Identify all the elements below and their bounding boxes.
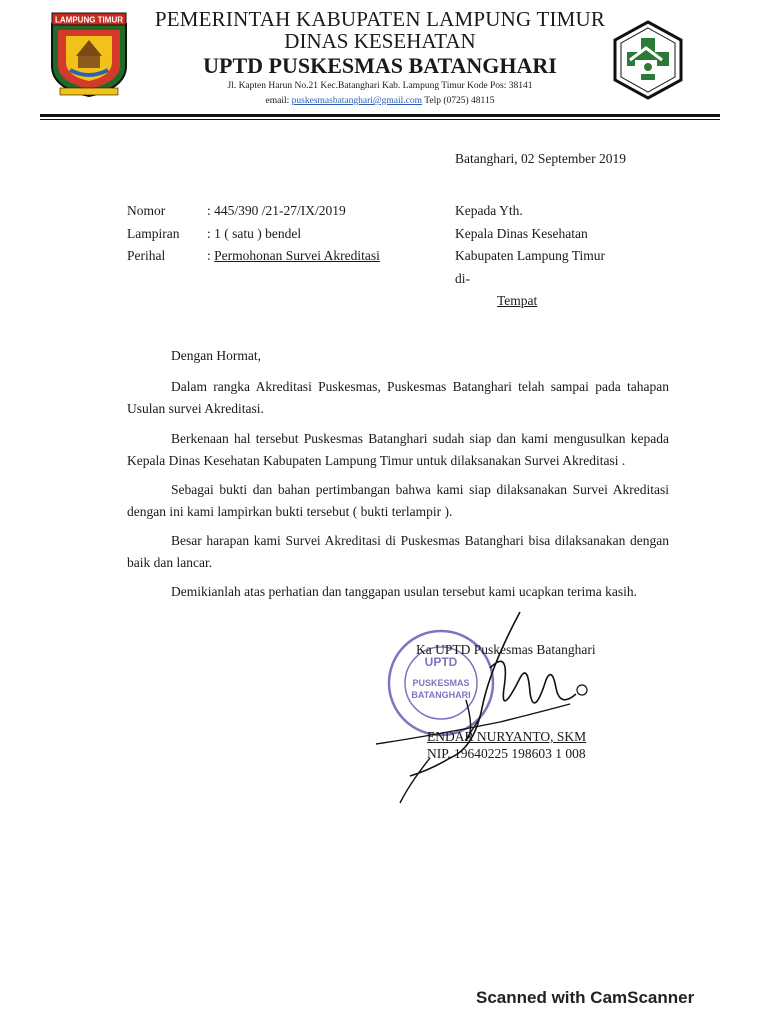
paragraph-4-text: Besar harapan kami Survei Akreditasi di Puskesmas Batanghari bisa dilaksanakan dengan baik dan lancar.: [127, 533, 669, 570]
paragraph-3: [127, 479, 669, 523]
signatory-name: ENDAR NURYANTO, SKM: [427, 729, 587, 744]
letter-date: Batanghari, 02 September 2019: [455, 151, 626, 166]
email-label: email:: [265, 96, 292, 106]
paragraph-2: [127, 428, 669, 472]
signatory-title: Ka UPTD Puskesmas Batanghari: [416, 642, 596, 657]
paragraph-1: [127, 376, 669, 420]
stamp-line-1: PUSKESMAS: [412, 678, 470, 688]
email-link[interactable]: puskesmasbatanghari@gmail.com: [291, 96, 423, 106]
closing-text: Demikianlah atas perhatian dan tanggapan usulan tersebut kami ucapkan terima kasih.: [171, 584, 637, 599]
recipient-line-5: Tempat: [497, 293, 538, 308]
nomor-label: Nomor: [127, 203, 166, 218]
letterhead-address: Jl. Kapten Harun No.21 Kec.Batanghari Kab. Lampung Timur Kode Pos: 38141: [227, 81, 533, 91]
letterhead-divider: [40, 114, 720, 117]
lampiran-label: Lampiran: [127, 226, 180, 241]
perihal-colon: :: [207, 248, 215, 263]
handwritten-signature: [370, 608, 590, 808]
letterhead-government: PEMERINTAH KABUPATEN LAMPUNG TIMUR: [154, 7, 606, 31]
lampiran-value: : 1 ( satu ) bendel: [207, 226, 302, 241]
logo-banner-text: LAMPUNG TIMUR: [55, 15, 123, 25]
recipient-line-2: Kepala Dinas Kesehatan: [455, 226, 588, 241]
perihal-row: [207, 247, 380, 265]
recipient-line-1: Kepada Yth.: [455, 203, 523, 218]
signatory-nip: NIP. 19640225 198603 1 008: [427, 746, 586, 761]
paragraph-2-text: Berkenaan hal tersebut Puskesmas Batanghari sudah siap dan kami mengusulkan kepada Kepala Dinas Kesehatan Kabupaten Lampung Timur untuk dilaksanakan Survei Akreditasi .: [127, 431, 669, 468]
nomor-value: : 445/390 /21-27/IX/2019: [207, 203, 346, 218]
recipient-line-3: Kabupaten Lampung Timur: [455, 248, 605, 263]
letterhead-divider-thin: [40, 119, 720, 120]
salutation: Dengan Hormat,: [171, 348, 261, 363]
letterhead-department: DINAS KESEHATAN: [284, 29, 476, 53]
paragraph-4: [127, 530, 669, 574]
phone-text: Telp (0725) 48115: [422, 96, 495, 106]
perihal-label: Perihal: [127, 248, 166, 263]
recipient-line-4: di-: [455, 271, 470, 286]
letterhead-unit: UPTD PUSKESMAS BATANGHARI: [203, 53, 557, 78]
paragraph-1-text: Dalam rangka Akreditasi Puskesmas, Puskesmas Batanghari telah sampai pada tahapan Usulan survei Akreditasi.: [127, 379, 669, 416]
regency-coat-of-arms-icon: [46, 10, 132, 98]
closing-paragraph: [127, 581, 669, 603]
perihal-value: Permohonan Survei Akreditasi: [214, 248, 380, 263]
letterhead-contact: [130, 93, 630, 109]
stamp-center-text: UPTD: [424, 655, 458, 669]
stamp-line-2: BATANGHARI: [411, 690, 471, 700]
letterhead: [130, 8, 630, 109]
paragraph-3-text: Sebagai bukti dan bahan pertimbangan bahwa kami siap dilaksanakan Survei Akreditasi dengan ini kami lampirkan bukti tersebut ( bukti terlampir ).: [127, 482, 669, 519]
scanner-watermark: Scanned with CamScanner: [476, 988, 695, 1007]
